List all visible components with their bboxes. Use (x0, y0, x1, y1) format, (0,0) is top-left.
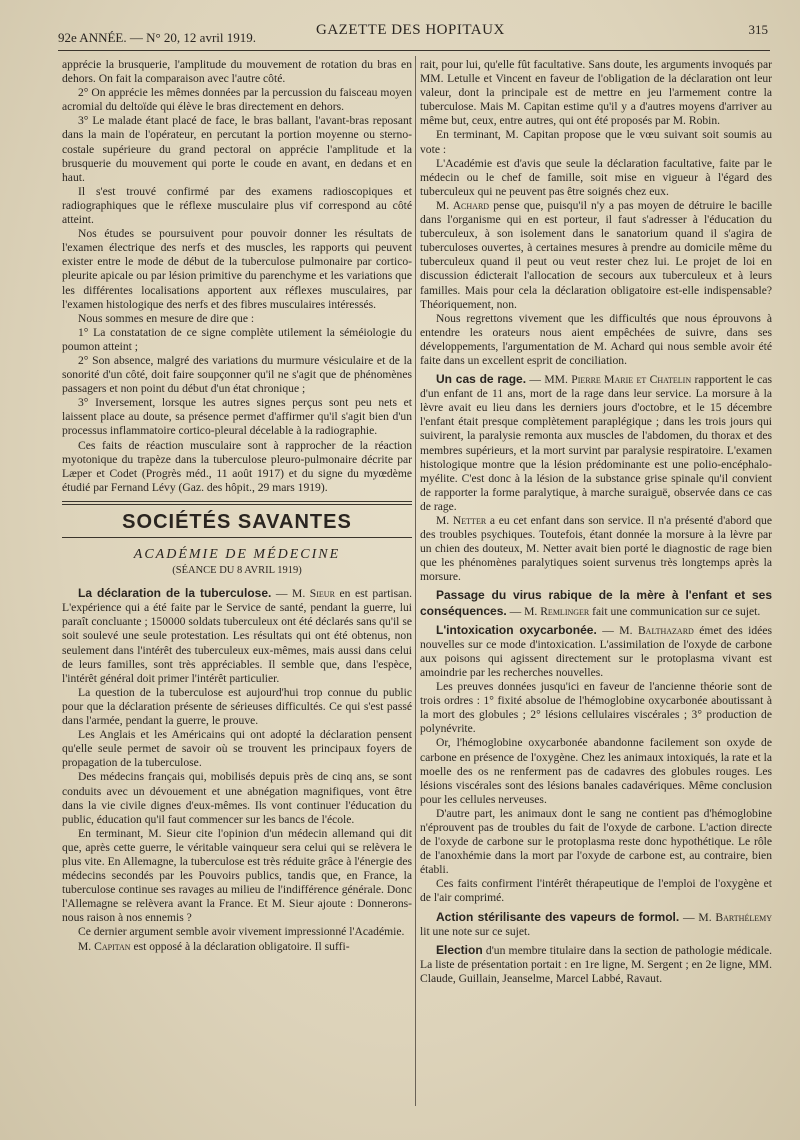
paragraph: Nous regrettons vivement que les difficultés que nous éprouvons à entendre les orateurs nous aient empêchées de suivre, dans ses développements, l'argumentation de M. Achard qui nous semble avoir été faite dans un excellent esprit de conciliation. (420, 311, 772, 367)
paragraph: apprécie la brusquerie, l'amplitude du mouvement de rotation du bras en dehors. On fait la comparaison avec l'autre côté. (62, 58, 412, 86)
article: L'intoxication oxycarbonée. — M. Balthazard émet des idées nouvelles sur ce mode d'intoxication. L'assimilation de l'oxyde de carbone aux poisons qui agissent directement sur le protoplasma vivant est amoindrie par les recherches nouvelles. (420, 622, 772, 679)
article: Action stérilisante des vapeurs de formol. — M. Barthélemy lit une note sur ce sujet. (420, 909, 773, 938)
paragraph: Les preuves données jusqu'ici en faveur de l'ancienne théorie sont de trois ordres : 1° fixité absolue de l'hémoglobine oxycarbonée aboutissant à la mort des globules ; 2° lésions cellulaires viscérales ; 3° production de polynévrite. (420, 680, 772, 736)
left-column (62, 58, 412, 954)
paragraph: D'autre part, les animaux dont le sang ne contient pas d'hémoglobine n'éprouvent pas de troubles du fait de l'oxyde de carbone. L'action directe de l'oxyde de carbone sur le protoplasma reste donc hypothétique. Le rôle de l'anoxhémie dans la mort par l'oxyde de carbone est, au contraire, bien établi. (420, 806, 772, 877)
paragraph: Nous sommes en mesure de dire que : (78, 311, 255, 325)
article: La déclaration de la tuberculose. — M. Sieur en est partisan. L'expérience qui a été faite par le Service de santé, pendant la guerre, lui paraît concluante ; 150000 soldats tuberculeux ont été déclarés sans qu'il se soit soulevé une seule protestation. Les résultats qui ont été obtenus, non seulement dans l'intérêt des tuberculeux eux-mêmes, mais aussi dans celui de leurs familles, sont très appréciables. Il semble que, dans l'espèce, l'intérêt général doit primer l'intérêt particulier. (62, 586, 413, 685)
paragraph: Ces faits de réaction musculaire sont à rapprocher de la réaction myotonique du trapèze dans la tuberculose pleuro-pulmonaire décrite par Læper et Codet (Progrès méd., 11 août 1917) et du signe du myœdème étudié par Fernand Lévy (Gaz. des hôpit., 29 mars 1919). (62, 438, 412, 494)
page-header (58, 22, 768, 50)
paragraph: La question de la tuberculose est aujourd'hui trop connue du public pour que la déclaration présente de sérieuses difficultés. Ce qui s'est passé dans l'armée, pendant la guerre, le prouve. (62, 685, 412, 728)
article-text: émet des idées nouvelles sur ce mode d'intoxication. L'assimilation de l'oxyde de carbone aux poisons qui agissent directement sur le protoplasma vivant est amoindrie par les recherches nouvelles. (420, 623, 772, 679)
article-text: lit une note sur ce sujet. (420, 924, 531, 938)
article-author: M. Remlinger (524, 604, 590, 618)
journal-title: GAZETTE DES HOPITAUX (316, 22, 505, 38)
issue-info: 92e ANNÉE. — N° 20, 12 avril 1919. (58, 30, 257, 45)
article-title: Election (436, 942, 483, 957)
article-text: rapportent le cas d'un enfant de 11 ans, mort de la rage dans leur service. La morsure à la lèvre avait eu lieu dans les derniers jours d'octobre, et le 15 décembre l'enfant était presque complètement paraplégique ; dans les trois jours qui suivirent, la paralysie remonta aux muscles de l'abdomen, du thorax et des membres supérieurs, et la mort survint par paralysie respiratoire. L'examen histologique montre que la lésion prédominante est une polio-encéphalo-myélite. C'est donc à la lésion de la substance grise spinale qu'il convient de rapporter la forme paralytique, à marche suraiguë, observée dans ce cas de rage. (420, 373, 772, 513)
article-title: L'intoxication oxycarbonée. (436, 622, 597, 637)
article-title: Passage du virus rabique de la mère à l'enfant et ses conséquences. (420, 588, 772, 618)
paragraph (62, 940, 412, 954)
paragraph: Or, l'hémoglobine oxycarbonée abandonne facilement son oxyde de carbone en présence de l'oxygène. Chez les animaux intoxiqués, la rate et la moelle des os ne renferment pas de cadavres des globules rouges. Les lésions viscérales sont des lésions banales cadavériques. Même conclusion pour les cellules nerveuses. (420, 736, 772, 806)
paragraph: L'Académie est d'avis que seule la déclaration facultative, faite par le médecin ou le chef de famille, soit mise en vigueur à l'égard des tuberculeux qui ne peuvent pas être soignés chez eux. (420, 156, 772, 198)
article-text: en est partisan. L'expérience qui a été faite par le Service de santé, pendant la guerre, lui paraît concluante ; 150000 soldats tuberculeux ont été déclarés sans qu'il se soit soulevé une seule protestation. Les résultats qui ont été obtenus, non seulement dans l'intérêt des tuberculeux eux-mêmes, mais aussi dans celui de leurs familles, sont très appréciables. Il semble que, dans l'espèce, l'intérêt général doit primer l'intérêt particulier. (62, 587, 413, 685)
article (420, 943, 772, 986)
paragraph: En terminant, M. Sieur cite l'opinion d'un médecin allemand qui dit que, après cette guerre, le véritable vainqueur sera celui qui se relèvera le plus vite. En Allemagne, la tuberculose est très réduite grâce à l'énergie des médecins secondés par les Pouvoirs publics, tandis que, en France, la tuberculose continue ses ravages au milieu de l'indifférence générale. Donc l'Allemagne se relèvera avant la France. Et M. Sieur ajoute : Donnerons-nous raison à nos ennemis ? (62, 826, 412, 925)
paragraph: 3° Le malade étant placé de face, le bras ballant, l'avant-bras reposant dans la main de l'opérateur, en percutant la portion moyenne ou sterno-costale supérieure du grand pectoral on apprécie l'amplitude et la brusquerie du mouvement qui porte le coude en avant, en dedans et en haut. (62, 114, 412, 184)
article-author: M. Netter (436, 514, 487, 527)
paragraph: Il s'est trouvé confirmé par des examens radioscopiques et radiographiques que le réflexe musculaire plus vif correspond au côté atteint. (62, 184, 412, 227)
paragraph: rait, pour lui, qu'elle fût facultative. Sans doute, les arguments invoqués par MM. Letulle et Vincent en faveur de l'obligation de la déclaration ont leur valeur, dont la principale est de mettre en jeu l'armement contre la tuberculose. Mais M. Capitan estime qu'il y a d'autres moyens d'arriver au même but, ceux, entre autres, qui ont été proposés par M. Robin. (420, 58, 772, 128)
article-title: La déclaration de la tuberculose. (78, 586, 272, 601)
column-separator (415, 56, 416, 1106)
paragraph: Des médecins français qui, mobilisés depuis près de cinq ans, se sont conduits avec un dévouement et une abnégation magnifiques, vont être dans la vie civile dignes d'eux-mêmes. Ils vont continuer l'éducation du public, éducation qu'il faut commencer sur les bancs de l'école. (62, 770, 412, 826)
paragraph: En terminant, M. Capitan propose que le vœu suivant soit soumis au vote : (420, 128, 772, 156)
article-author: M. Barthélemy (698, 910, 773, 924)
article: Passage du virus rabique de la mère à l'enfant et ses conséquences. — M. Remlinger fait une communication sur ce sujet. (420, 588, 772, 618)
article-author: M. Sieur (292, 587, 335, 601)
article-text: d'un membre titulaire dans la section de pathologie médicale. La liste de présentation portait : en 1re ligne, M. Sergent ; en 2e ligne, MM. Claude, Guillain, Jeanselme, Marcel Labbé, Ravaut. (420, 943, 772, 985)
paragraph: Ces faits confirment l'intérêt thérapeutique de l'emploi de l'oxygène et de l'air comprimé. (420, 877, 772, 905)
article-author: M. Balthazard (619, 623, 694, 637)
section-rule (62, 501, 412, 505)
session-date: (SÉANCE DU 8 AVRIL 1919) (172, 565, 302, 577)
article-title: Action stérilisante des vapeurs de formol. (436, 909, 680, 924)
paragraph: 2° Son absence, malgré des variations du murmure vésiculaire et de la sonorité d'un côté, doit faire soupçonner qu'il ne s'agit que de phénomènes passagers et non point du début d'un état chronique ; (62, 353, 412, 396)
paragraph (420, 514, 772, 584)
paragraph: 1° La constatation de ce signe complète utilement la séméiologie du poumon atteint ; (62, 325, 412, 353)
paragraph (420, 199, 772, 312)
section-title: SOCIÉTÉS SAVANTES (122, 510, 352, 533)
article-author: M. Achard (436, 198, 490, 212)
paragraph-text: est opposé à la déclaration obligatoire. Il suffi- (133, 939, 350, 953)
paragraph: 3° Inversement, lorsque les autres signes perçus sont peu nets et laissent place au doute, sa présence permet d'affirmer qu'il s'agit bien d'un processus inflammatoire cortico-pleural décelable à la radiographie. (62, 396, 412, 438)
article-title: Un cas de rage. (436, 372, 527, 387)
section-rule (62, 537, 412, 538)
header-rule (58, 50, 770, 51)
paragraph: Ce dernier argument semble avoir vivement impressionné l'Académie. (78, 925, 405, 939)
paragraph-text: pense que, puisqu'il n'y a pas moyen de détruire le bacille dans l'organisme qui en est porteur, il faut s'adresser à l'éducation du tuberculeux, à son isolement dans le sanatorium quand il s'agira de tuberculoses ouvertes, à certaines mesures à prendre au domicile même du tuberculeux quand il peut ou veut rester chez lui. Le projet de loi en discussion édicterait l'allocation de secours aux tuberculeux et à leurs familles. Mais pour cela la déclaration obligatoire est-elle indispensable? Théoriquement, non. (420, 198, 772, 311)
paragraph: Nos études se poursuivent pour pouvoir donner les résultats de l'examen électrique des nerfs et des muscles, les rapports qui peuvent exister entre le mode de début de la tuberculose pulmonaire par cortico-pleurite apicale ou par lésion primitive du parenchyme et les variations que les différentes localisations apportent aux réflexes musculaires, par l'examen histologique des nerfs et des fibres musculaires intéressés. (62, 227, 412, 311)
paragraph: 2° On apprécie les mêmes données par la percussion du faisceau moyen acromial du deltoïde qui élève le bras directement en dehors. (62, 86, 412, 114)
page-number: 315 (748, 22, 768, 37)
article: Un cas de rage. — MM. Pierre Marie et Chatelin rapportent le cas d'un enfant de 11 ans, mort de la rage dans leur service. La morsure à la lèvre avait eu lieu dans les derniers jours d'octobre, et le 15 décembre l'enfant était presque complètement paraplégique ; dans les trois jours qui suivirent, la paralysie remonta aux muscles de l'abdomen, du thorax et des membres supérieurs, et la mort survint par paralysie respiratoire. L'examen histologique montre que la lésion prédominante est une polio-encéphalo-myélite. C'est donc à la lésion de la substance grise spinale qu'il convient de rapporter la forme paralytique, à marche suraiguë, observée dans ce cas de rage. (420, 372, 772, 513)
paragraph: Les Anglais et les Américains qui ont adopté la déclaration pensent qu'elle seule permet de savoir où se trouvent les principaux foyers de propagation de la tuberculose. (62, 728, 412, 770)
right-column (420, 58, 772, 986)
article-author: M. Capitan (78, 939, 131, 953)
article-author: MM. Pierre Marie et Chatelin (544, 373, 692, 387)
academy-heading: ACADÉMIE DE MÉDECINE (133, 547, 341, 562)
paragraph-text: a eu cet enfant dans son service. Il n'a présenté d'abord que des troubles psychiques. Toutefois, étant donnée la morsure à la lèvre par un chien des douteux, M. Netter avait bien porté le diagnostic de rage bien que les phénomènes paralytiques soient survenus très longtemps après la morsure. (420, 514, 772, 584)
article-text: fait une communication sur ce sujet. (592, 604, 761, 618)
